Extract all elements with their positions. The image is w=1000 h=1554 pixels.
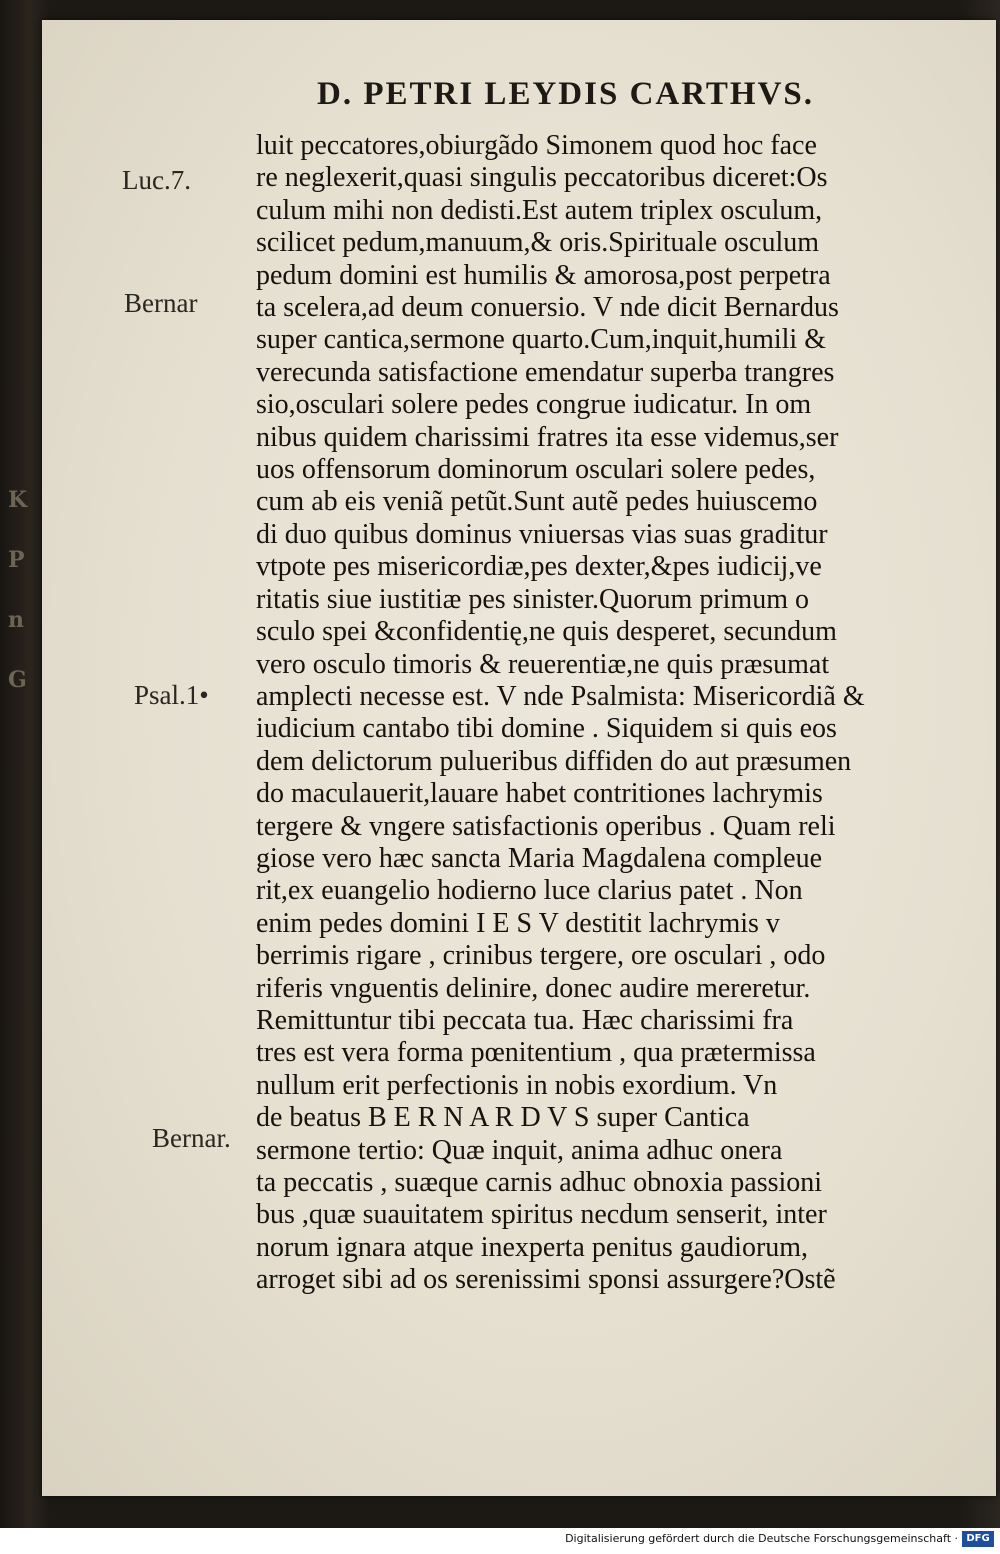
text-line: ritatis siue iustitiæ pes sinister.Quorum primum o bbox=[256, 583, 809, 615]
text-line: sermone tertio: Quæ inquit, anima adhuc onera bbox=[256, 1134, 783, 1166]
text-line: pedum domini est humilis & amorosa,post perpetra bbox=[256, 259, 831, 291]
text-line: berrimis rigare , crinibus tergere, ore osculari , odo bbox=[256, 940, 826, 972]
dfg-logo-icon: DFG bbox=[962, 1531, 994, 1547]
text-line: Remittuntur tibi peccata tua. Hæc charissimi fra bbox=[256, 1004, 794, 1036]
text-line: cum ab eis veniã petũt.Sunt autẽ pedes huiuscemo bbox=[256, 486, 818, 518]
text-line: iudicium cantabo tibi domine . Siquidem si quis eos bbox=[256, 713, 837, 745]
adjacent-page-edge: K P n G bbox=[8, 487, 28, 693]
text-line: do maculauerit,lauare habet contritiones lachrymis bbox=[256, 778, 823, 810]
text-line: ta peccatis , suæque carnis adhuc obnoxia passioni bbox=[256, 1167, 823, 1198]
body-text bbox=[256, 130, 991, 1297]
book-page bbox=[42, 20, 996, 1496]
text-line: de beatus B E R N A R D V S super Cantica bbox=[256, 1102, 750, 1134]
text-line: enim pedes domini I E S V destitit lachrymis v bbox=[256, 907, 780, 939]
text-line: dem delictorum pulueribus diffiden do aut præsumen bbox=[256, 745, 852, 777]
text-line: tres est vera forma pœnitentium , qua prætermissa bbox=[256, 1037, 816, 1069]
text-line: uos offensorum dominorum osculari solere pedes, bbox=[256, 454, 816, 486]
text-line: nullum erit perfectionis in nobis exordium. Vn bbox=[256, 1069, 778, 1101]
text-line: vtpote pes misericordiæ,pes dexter,&pes iudicij,ve bbox=[256, 551, 822, 583]
digitization-footer bbox=[0, 1528, 1000, 1554]
text-line: bus ,quæ suauitatem spiritus necdum senserit, inter bbox=[256, 1199, 827, 1231]
text-line: nibus quidem charissimi fratres ita esse videmus,ser bbox=[256, 421, 839, 453]
text-line: sio,osculari solere pedes congrue iudicatur. In om bbox=[256, 389, 812, 421]
margin-note-bernar-1: Bernar bbox=[124, 288, 198, 318]
text-line: culum mihi non dedisti.Est autem triplex osculum, bbox=[256, 194, 823, 226]
running-head: D. PETRI LEYDIS CARTHVS. bbox=[317, 76, 815, 112]
text-line: sculo spei &confidentię,ne quis desperet, secundum bbox=[256, 616, 837, 648]
text-line: di duo quibus dominus vniuersas vias suas graditur bbox=[256, 518, 828, 550]
text-line: norum ignara atque inexperta penitus gaudiorum, bbox=[256, 1231, 809, 1263]
text-line: re neglexerit,quasi singulis peccatoribus diceret:Os bbox=[256, 162, 828, 194]
text-line: giose vero hæc sancta Maria Magdalena compleue bbox=[256, 842, 823, 874]
text-line: super cantica,sermone quarto.Cum,inquit,humili & bbox=[256, 324, 826, 356]
margin-note-psal: Psal.1• bbox=[134, 680, 209, 710]
text-line: riferis vnguentis delinire, donec audire mereretur. bbox=[256, 972, 811, 1004]
text-line: rit,ex euangelio hodierno luce clarius patet . Non bbox=[256, 875, 803, 907]
text-line: tergere & vngere satisfactionis operibus . Quam reli bbox=[256, 810, 836, 842]
text-line: arroget sibi ad os serenissimi sponsi assurgere?Ostẽ bbox=[256, 1264, 836, 1296]
text-line: verecunda satisfactione emendatur superba trangres bbox=[256, 356, 835, 388]
text-line: ta scelera,ad deum conuersio. V nde dicit Bernardus bbox=[256, 292, 839, 324]
text-line: scilicet pedum,manuum,& oris.Spirituale osculum bbox=[256, 227, 820, 259]
funding-credit: Digitalisierung gefördert durch die Deutsche Forschungsgemeinschaft · bbox=[565, 1532, 958, 1545]
text-line: amplecti necesse est. V nde Psalmista: Misericordiã & bbox=[256, 680, 865, 712]
text-line: vero osculo timoris & reuerentiæ,ne quis præsumat bbox=[256, 648, 830, 680]
margin-note-luc: Luc.7. bbox=[122, 165, 191, 195]
margin-note-bernar-2: Bernar. bbox=[152, 1123, 231, 1153]
text-line: luit peccatores,obiurgãdo Simonem quod hoc face bbox=[256, 130, 817, 161]
